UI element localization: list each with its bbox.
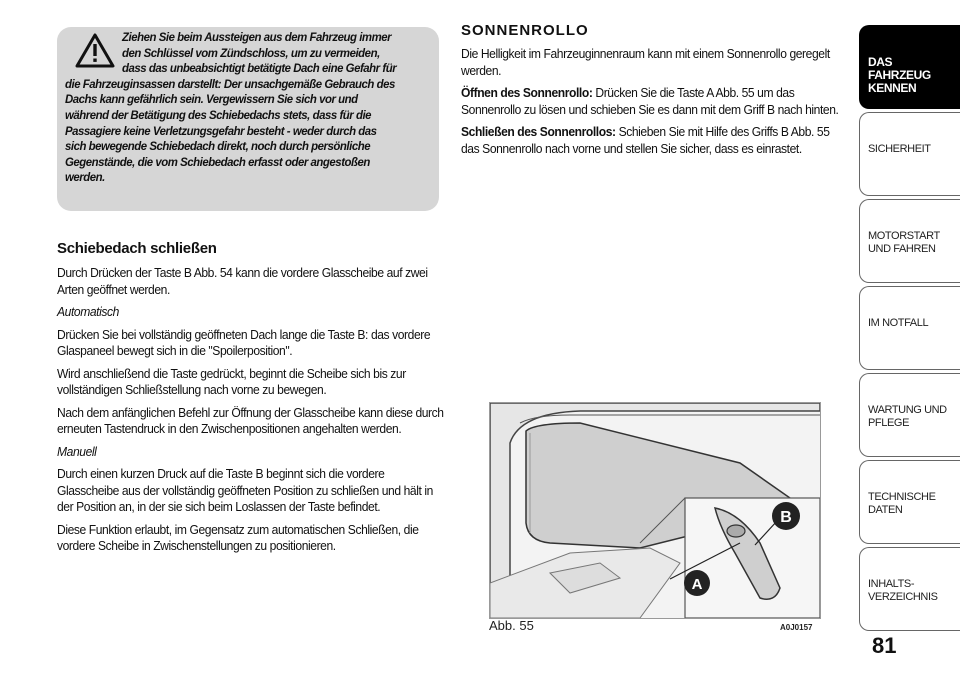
- paragraph-text: Schieben Sie mit Hilfe des Griffs B Abb. 55 das Sonnenrollo nach vorne und stellen Sie sicher, dass es einrastet.: [461, 124, 830, 156]
- page-number: 81: [872, 633, 897, 658]
- subheading-automatic: Automatisch: [57, 304, 119, 319]
- tab-label: TECHNISCHE DATEN: [868, 491, 936, 516]
- tab-sicherheit[interactable]: [859, 112, 960, 196]
- paragraph: Wird anschließend die Taste gedrückt, beginnt die Scheibe sich bis zur vollständigen Schließstellung nach vorne zu bewegen.: [57, 365, 406, 397]
- tab-label: DAS FAHRZEUG KENNEN: [868, 55, 931, 95]
- tab-label: IM NOTFALL: [868, 317, 929, 329]
- figure-code: A0J0157: [780, 623, 813, 632]
- tab-motorstart-und-fahren[interactable]: [859, 199, 960, 283]
- warning-line: Passagiere keine Verletzungsgefahr besteht - weder durch das: [65, 123, 377, 138]
- warning-line: den Schlüssel vom Zündschloss, um zu vermeiden,: [122, 45, 380, 60]
- figure-sunshade: [489, 402, 821, 619]
- tab-label: MOTORSTART UND FAHREN: [868, 230, 940, 255]
- warning-line: während der Betätigung des Schiebedachs stets, dass für die: [65, 107, 372, 122]
- tab-wartung-und-pflege[interactable]: [859, 373, 960, 457]
- warning-line: Ziehen Sie beim Aussteigen aus dem Fahrzeug immer: [122, 30, 392, 44]
- warning-text: [65, 30, 405, 186]
- paragraph: Drücken Sie bei vollständig geöffneten Dach lange die Taste B: das vordere Glaspaneel bewegt sich in die "Spoilerposition".: [57, 326, 431, 358]
- tab-das-fahrzeug-kennen[interactable]: [859, 25, 960, 109]
- paragraph: Durch einen kurzen Druck auf die Taste B beginnt sich die vordere Glasscheibe aus der vollständig geöffneten Position zu schließen und hält in der Position an, in der sie sich beim Loslassen der Taste befindet.: [57, 466, 433, 514]
- warning-line: dass das unbeabsichtigt betätigte Dach eine Gefahr für: [122, 61, 397, 76]
- chapter-tabs: [859, 25, 960, 634]
- tab-label: INHALTS-VERZEICHNIS: [868, 578, 938, 603]
- tab-technische-daten[interactable]: [859, 460, 960, 544]
- paragraph: Diese Funktion erlaubt, im Gegensatz zum automatischen Schließen, die vordere Scheibe in Zwischenstellungen zu positionieren.: [57, 521, 419, 553]
- callout-b-label: B: [780, 509, 792, 526]
- paragraph: [461, 124, 842, 157]
- paragraph-label: Öffnen des Sonnenrollo:: [461, 85, 593, 100]
- warning-line: Gegenstände, die vom Schiebedach erfasst oder angestoßen: [65, 154, 370, 169]
- tab-label: WARTUNG UND PFLEGE: [868, 404, 947, 429]
- paragraph: [461, 85, 842, 118]
- warning-line: die Fahrzeuginsassen darstellt: Der unsachgemäße Gebrauch des: [65, 76, 395, 91]
- figure-caption: Abb. 55: [489, 618, 534, 633]
- section-title: SONNENROLLO: [461, 22, 589, 39]
- subheading-manual: Manuell: [57, 443, 97, 459]
- callout-a-label: A: [691, 576, 703, 593]
- paragraph-subheading: [57, 304, 448, 321]
- paragraph: Durch Drücken der Taste B Abb. 54 kann die vordere Glasscheibe auf zwei Arten geöffnet werden.: [57, 265, 428, 297]
- warning-line: Dachs kann gefährlich sein. Vergewissern Sie sich vor und: [65, 92, 358, 107]
- left-column: [57, 240, 457, 561]
- tab-inhaltsverzeichnis[interactable]: [859, 547, 960, 631]
- warning-line: werden.: [65, 170, 105, 185]
- paragraph: Nach dem anfänglichen Befehl zur Öffnung der Glasscheibe kann diese durch erneuten Tastendruck in den Zwischenpositionen angehalten werden.: [57, 404, 444, 436]
- warning-line: sich bewegende Schiebedach direkt, noch durch persönliche: [65, 139, 371, 154]
- paragraph-text: Drücken Sie die Taste A Abb. 55 um das Sonnenrollo zu lösen und schieben Sie es dann mit dem Griff B nach hinten.: [461, 85, 839, 117]
- sunshade-illustration: [490, 403, 820, 618]
- right-column: [461, 22, 851, 163]
- tab-im-notfall[interactable]: [859, 286, 960, 370]
- tab-label: SICHERHEIT: [868, 143, 931, 155]
- paragraph-label: Schließen des Sonnenrollos:: [461, 124, 616, 139]
- paragraph-subheading: [57, 444, 448, 461]
- section-heading: Schiebedach schließen: [57, 240, 217, 257]
- paragraph: Die Helligkeit im Fahrzeuginnenraum kann mit einem Sonnenrollo geregelt werden.: [461, 46, 830, 78]
